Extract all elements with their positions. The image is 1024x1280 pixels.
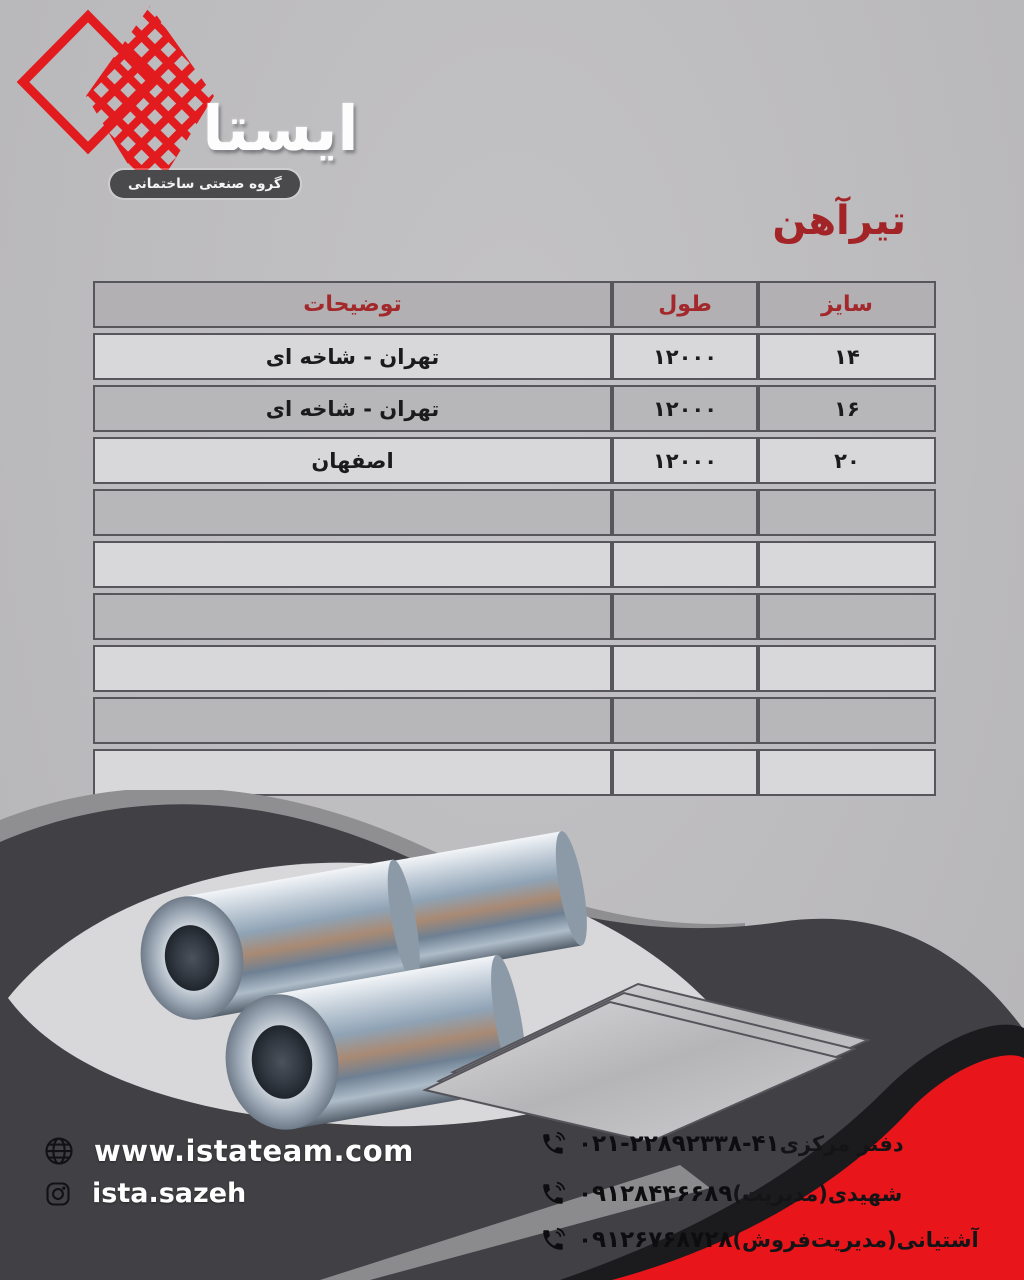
table-row — [93, 697, 936, 744]
cell-length: ۱۲۰۰۰ — [612, 385, 758, 432]
instagram-row — [44, 1178, 246, 1209]
cell-length — [612, 541, 758, 588]
cell-length — [612, 697, 758, 744]
table-row — [93, 645, 936, 692]
col-header-size: سایز — [758, 281, 936, 328]
cell-length — [612, 489, 758, 536]
phone-icon — [540, 1181, 566, 1207]
cell-length: ۱۲۰۰۰ — [612, 437, 758, 484]
cell-length — [612, 749, 758, 796]
cell-length: ۱۲۰۰۰ — [612, 333, 758, 380]
cell-description — [93, 489, 612, 536]
website-row — [44, 1134, 414, 1168]
brand-name: ایستا — [202, 92, 359, 165]
table-row — [93, 489, 936, 536]
cell-description: اصفهان — [93, 437, 612, 484]
phone-number[interactable]: ۰۲۱-۲۲۸۹۲۳۳۸-۴۱ — [578, 1131, 780, 1157]
cell-size — [758, 541, 936, 588]
brand-tagline: گروه صنعتی ساختمانی — [110, 170, 300, 198]
cell-size: ۱۶ — [758, 385, 936, 432]
cell-description — [93, 593, 612, 640]
table-row — [93, 437, 936, 484]
cell-length — [612, 645, 758, 692]
price-table — [93, 276, 936, 801]
cell-size — [758, 489, 936, 536]
table-row — [93, 749, 936, 796]
cell-length — [612, 593, 758, 640]
cell-size — [758, 749, 936, 796]
phone-row-office — [540, 1131, 1008, 1157]
cell-size — [758, 645, 936, 692]
globe-icon — [44, 1136, 74, 1166]
instagram-icon — [44, 1180, 72, 1208]
phone-row-management — [540, 1181, 1008, 1207]
cell-size: ۱۴ — [758, 333, 936, 380]
phone-number[interactable]: ۰۹۱۲۶۷۶۸۷۲۸ — [578, 1227, 733, 1253]
website-url[interactable]: www.istateam.com — [94, 1134, 414, 1168]
phone-label: شهیدی(مدیریت) — [732, 1182, 903, 1206]
cell-size: ۲۰ — [758, 437, 936, 484]
phone-row-sales — [540, 1227, 1008, 1253]
phone-icon — [540, 1227, 566, 1253]
instagram-handle[interactable]: ista.sazeh — [92, 1178, 247, 1209]
table-header-row — [93, 281, 936, 328]
table-row — [93, 541, 936, 588]
phone-icon — [540, 1131, 566, 1157]
cell-description — [93, 645, 612, 692]
cell-description — [93, 749, 612, 796]
table-row — [93, 385, 936, 432]
cell-description — [93, 541, 612, 588]
col-header-description: توضیحات — [93, 281, 612, 328]
cell-description: تهران - شاخه ای — [93, 385, 612, 432]
cell-size — [758, 697, 936, 744]
phone-label: دفتر مرکزی — [779, 1132, 904, 1156]
table-row — [93, 593, 936, 640]
col-header-length: طول — [612, 281, 758, 328]
table-row — [93, 333, 936, 380]
phone-number[interactable]: ۰۹۱۲۸۴۴۶۶۸۹ — [578, 1181, 733, 1207]
cell-description: تهران - شاخه ای — [93, 333, 612, 380]
page-title: تیرآهن — [772, 198, 906, 244]
cell-description — [93, 697, 612, 744]
phone-label: آشتیانی(مدیریت‌فروش) — [732, 1228, 979, 1252]
cell-size — [758, 593, 936, 640]
